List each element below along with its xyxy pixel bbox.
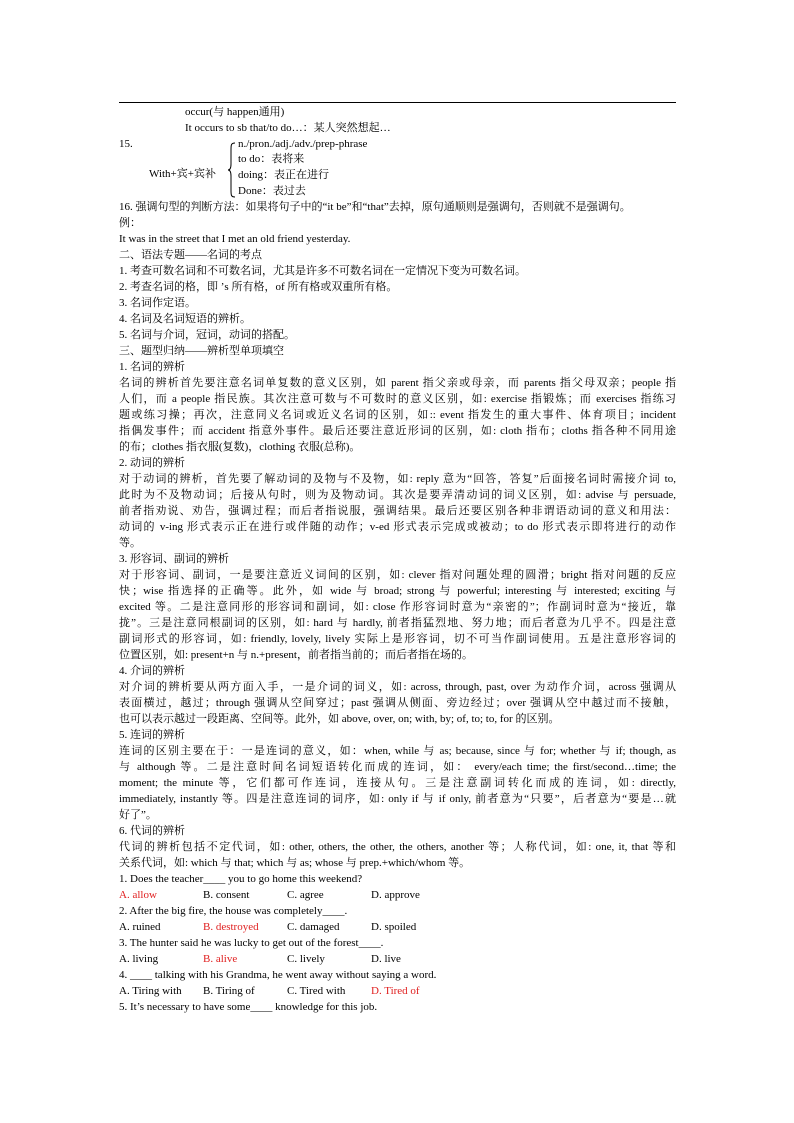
text-line: 也可以表示越过一段距离、空间等。此外，如 above, over, on; with, by; of, to; to, for 的区别。 <box>119 713 560 725</box>
brace-item-2: to do：表将来 <box>238 153 305 165</box>
question-stem: 4. ____ talking with his Grandma, he went away without saying a word. <box>119 969 437 981</box>
text-line: immediately, instantly 等。四是注意连词的词序，如: only if 与 if only, 前者意为“只要”，后者意为“要是…就 <box>119 793 676 805</box>
options-row <box>119 887 676 903</box>
option: B. consent <box>203 889 250 901</box>
curly-brace <box>228 142 236 198</box>
option: A. ruined <box>119 921 161 933</box>
text-line: 三、题型归纳——辨析型单项填空 <box>119 345 284 357</box>
text-line: 人们，而 a people 指民族。其次注意可数与不可数时的意义区别，如: exercise 指锻炼；而 exercises 指练习 <box>119 393 676 405</box>
text-line: moment; the minute 等，它们都可作连词，连接从句。三是注意副词转化而成的连词，如: directly, <box>119 777 676 789</box>
text-line: excited 等。二是注意同形的形容词和副词，如: close 作形容词时意为“亲密的”；作副词时意为“接近，靠 <box>119 601 676 613</box>
text-line: 好了”。 <box>119 809 157 821</box>
option: C. agree <box>287 889 324 901</box>
option: D. live <box>371 953 401 965</box>
text-line: 此时为不及物动词；后接从句时，则为及物动词。其次是要弄清动词的词义区别，如: advise 与 persuade, <box>119 489 676 501</box>
text-line: 快；wise 指选择的正确等。此外，如 wide 与 broad; strong 与 powerful; interesting 与 interested; exciting 与 <box>119 585 676 597</box>
option: D. spoiled <box>371 921 417 933</box>
option: B. Tiring of <box>203 985 255 997</box>
text-line: 6. 代词的辨析 <box>119 825 185 837</box>
answer-option: B. destroyed <box>203 921 259 933</box>
text-line: 连词的区别主要在于：一是连词的意义，如：when, while 与 as; because, since 与 for; whether 与 if; though, as <box>119 745 676 757</box>
text-line: 代词的辨析包括不定代词，如: other, others, the other, the others, another 等；人称代词，如: one, it, that 等和 <box>119 841 676 853</box>
option: A. Tiring with <box>119 985 182 997</box>
text-line: 2. 动词的辨析 <box>119 457 185 469</box>
text-line: 对于形容词、副词，一是要注意近义词间的区别，如: clever 指对问题处理的圆滑；bright 指对问题的反应 <box>119 569 676 581</box>
text-line: 例： <box>119 217 141 229</box>
option: C. Tired with <box>287 985 346 997</box>
text-line: 副词形式的形容词，如: friendly, lovely, lively 实际上是形容词，切不可当作副词使用。五是注意形容词的 <box>119 633 676 645</box>
occur-line: occur(与 happen通用) <box>185 106 285 118</box>
answer-option: A. allow <box>119 889 157 901</box>
text-line: 拢”。三是注意同根副词的区别，如: hard 与 hardly, 前者指猛烈地、努力地；而后者意为几乎不。四是注意 <box>119 617 676 629</box>
text-line: 动词的 v-ing 形式表示正在进行或伴随的动作；v-ed 形式表示完成或被动；to do 形式表示即将进行的动作 <box>119 521 676 533</box>
text-line: 题或练习操；再次，注意同义名词或近义名词的区别，如:: event 指发生的重大事件、体育项目；incident <box>119 409 676 421</box>
text-line: 3. 形容词、副词的辨析 <box>119 553 229 565</box>
header-rule <box>119 102 676 103</box>
text-line: 指偶发事件；而 accident 指意外事件。最后还要注意近形词的区别，如: cloth 指布；cloths 指各种不同用途 <box>119 425 676 437</box>
text-line: 名词的辨析首先要注意名词单复数的意义区别，如 parent 指父亲或母亲，而 parents 指父母双亲；people 指 <box>119 377 676 389</box>
question-stem: 3. The hunter said he was lucky to get out of the forest____. <box>119 937 384 949</box>
options-row <box>119 951 676 967</box>
text-line: It was in the street that I met an old friend yesterday. <box>119 233 351 245</box>
text-line: 二、语法专题——名词的考点 <box>119 249 262 261</box>
text-line: 对于动词的辨析，首先要了解动词的及物与不及物，如: reply 意为“回答，答复”后面接名词时需接介词 to, <box>119 473 676 485</box>
text-line: 关系代词，如: which 与 that; which 与 as; whose 与 prep.+which/whom 等。 <box>119 857 471 869</box>
brace-item-3: doing：表正在进行 <box>238 169 330 181</box>
text-line: 5. 名词与介词，冠词，动词的搭配。 <box>119 329 295 341</box>
text-line: 3. 名词作定语。 <box>119 297 196 309</box>
options-row <box>119 919 676 935</box>
option: D. approve <box>371 889 420 901</box>
options-row <box>119 983 676 999</box>
text-line: 4. 介词的辨析 <box>119 665 185 677</box>
question-stem: 1. Does the teacher____ you to go home this weekend? <box>119 873 363 885</box>
text-line: 表面横过，越过；through 强调从空间穿过；past 强调从侧面、旁边经过；over 强调从空中越过而不接触， <box>119 697 676 709</box>
text-line: 16. 强调句型的判断方法：如果将句子中的“it be”和“that”去掉，原句通顺则是强调句，否则就不是强调句。 <box>119 201 631 213</box>
text-line: 1. 名词的辨析 <box>119 361 185 373</box>
option: C. damaged <box>287 921 340 933</box>
item15-number: 15. <box>119 138 133 150</box>
text-line: 位置区别，如: present+n 与 n.+present，前者指当前的；而后者指在场的。 <box>119 649 473 661</box>
text-line: 对介词的辨析要从两方面入手，一是介词的词义，如: across, through, past, over 为动作介词，across 强调从 <box>119 681 676 693</box>
item15-with: With+宾+宾补 <box>149 168 216 180</box>
text-line: 2. 考查名词的格，即 ’s 所有格，of 所有格或双重所有格。 <box>119 281 398 293</box>
occurs-line: It occurs to sb that/to do…：某人突然想起… <box>185 122 391 134</box>
answer-option: D. Tired of <box>371 985 420 997</box>
answer-option: B. alive <box>203 953 238 965</box>
text-line: 前者指劝说、劝告，强调过程；而后者指说服，强调结果。最后还要区别各种非谓语动词的意义和用法： <box>119 505 676 517</box>
brace-item-1: n./pron./adj./adv./prep-phrase <box>238 138 368 150</box>
text-line: 的布；clothes 指衣服(复数)，clothing 衣服(总称)。 <box>119 441 361 453</box>
text-line: 4. 名词及名词短语的辨析。 <box>119 313 251 325</box>
question-stem: 2. After the big fire, the house was completely____. <box>119 905 348 917</box>
brace-item-4: Done：表过去 <box>238 185 306 197</box>
question-stem: 5. It’s necessary to have some____ knowledge for this job. <box>119 1001 378 1013</box>
text-line: 与 although 等。二是注意时间名词短语转化而成的连词，如： every/each time; the first/second…time; the <box>119 761 676 773</box>
text-line: 5. 连词的辨析 <box>119 729 185 741</box>
option: A. living <box>119 953 159 965</box>
option: C. lively <box>287 953 325 965</box>
text-line: 等。 <box>119 537 141 549</box>
text-line: 1. 考查可数名词和不可数名词，尤其是许多不可数名词在一定情况下变为可数名词。 <box>119 265 526 277</box>
